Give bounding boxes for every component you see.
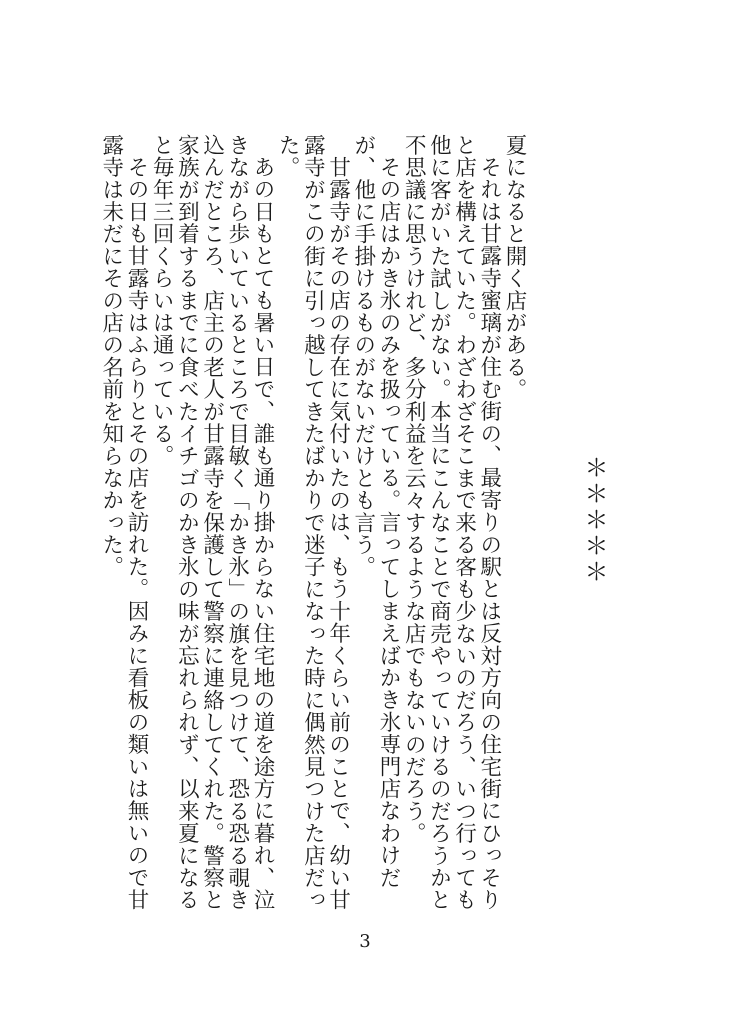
section-separator: ＊＊＊＊＊ bbox=[580, 455, 608, 585]
paragraph-1: 夏になると開く店がある。 bbox=[502, 134, 527, 401]
page-number: 3 bbox=[359, 931, 371, 952]
paragraph-5: あの日もとても暑い日で、誰も通り掛からない住宅地の道を途方に暮れ、泣きながら歩いているところで目敏く「かき氷」の旗を見つけて、恐る恐る覗き込んだところ、店主の老人が甘露寺を保護して警察に連絡してくれた。警察と家族が到着するまでに食べたイチゴのかき氷の味が忘れられず、以来夏になると毎年三回くらいは通っている。 bbox=[149, 134, 275, 912]
paragraph-2: それは甘露寺蜜璃が住む街の、最寄りの駅とは反対方向の住宅街にひっそりと店を構えていた。わざわざそこまで来る客も少ないのだろう、いつ行っても他に客がいた試しがない。本当にこんなことで商売やっていけるのだろうかと不思議に思うけれど、多分利益を云々するような店でもないのだろう。 bbox=[401, 134, 502, 911]
vertical-body-text bbox=[99, 134, 527, 924]
paragraph-6: その日も甘露寺はふらりとその店を訪れた。因みに看板の類いは無いので甘露寺は未だにその店の名前を知らなかった。 bbox=[98, 134, 149, 911]
paragraph-4: 甘露寺がその店の存在に気付いたのは、もう十年くらい前のことで、幼い甘露寺がこの街に引っ越してきたばかりで迷子になった時に偶然見つけた店だった。 bbox=[275, 134, 351, 911]
paragraph-3: その店はかき氷のみを扱っている。言ってしまえばかき氷専門店なわけだが、他に手掛けるものがないだけとも言う。 bbox=[350, 134, 401, 889]
